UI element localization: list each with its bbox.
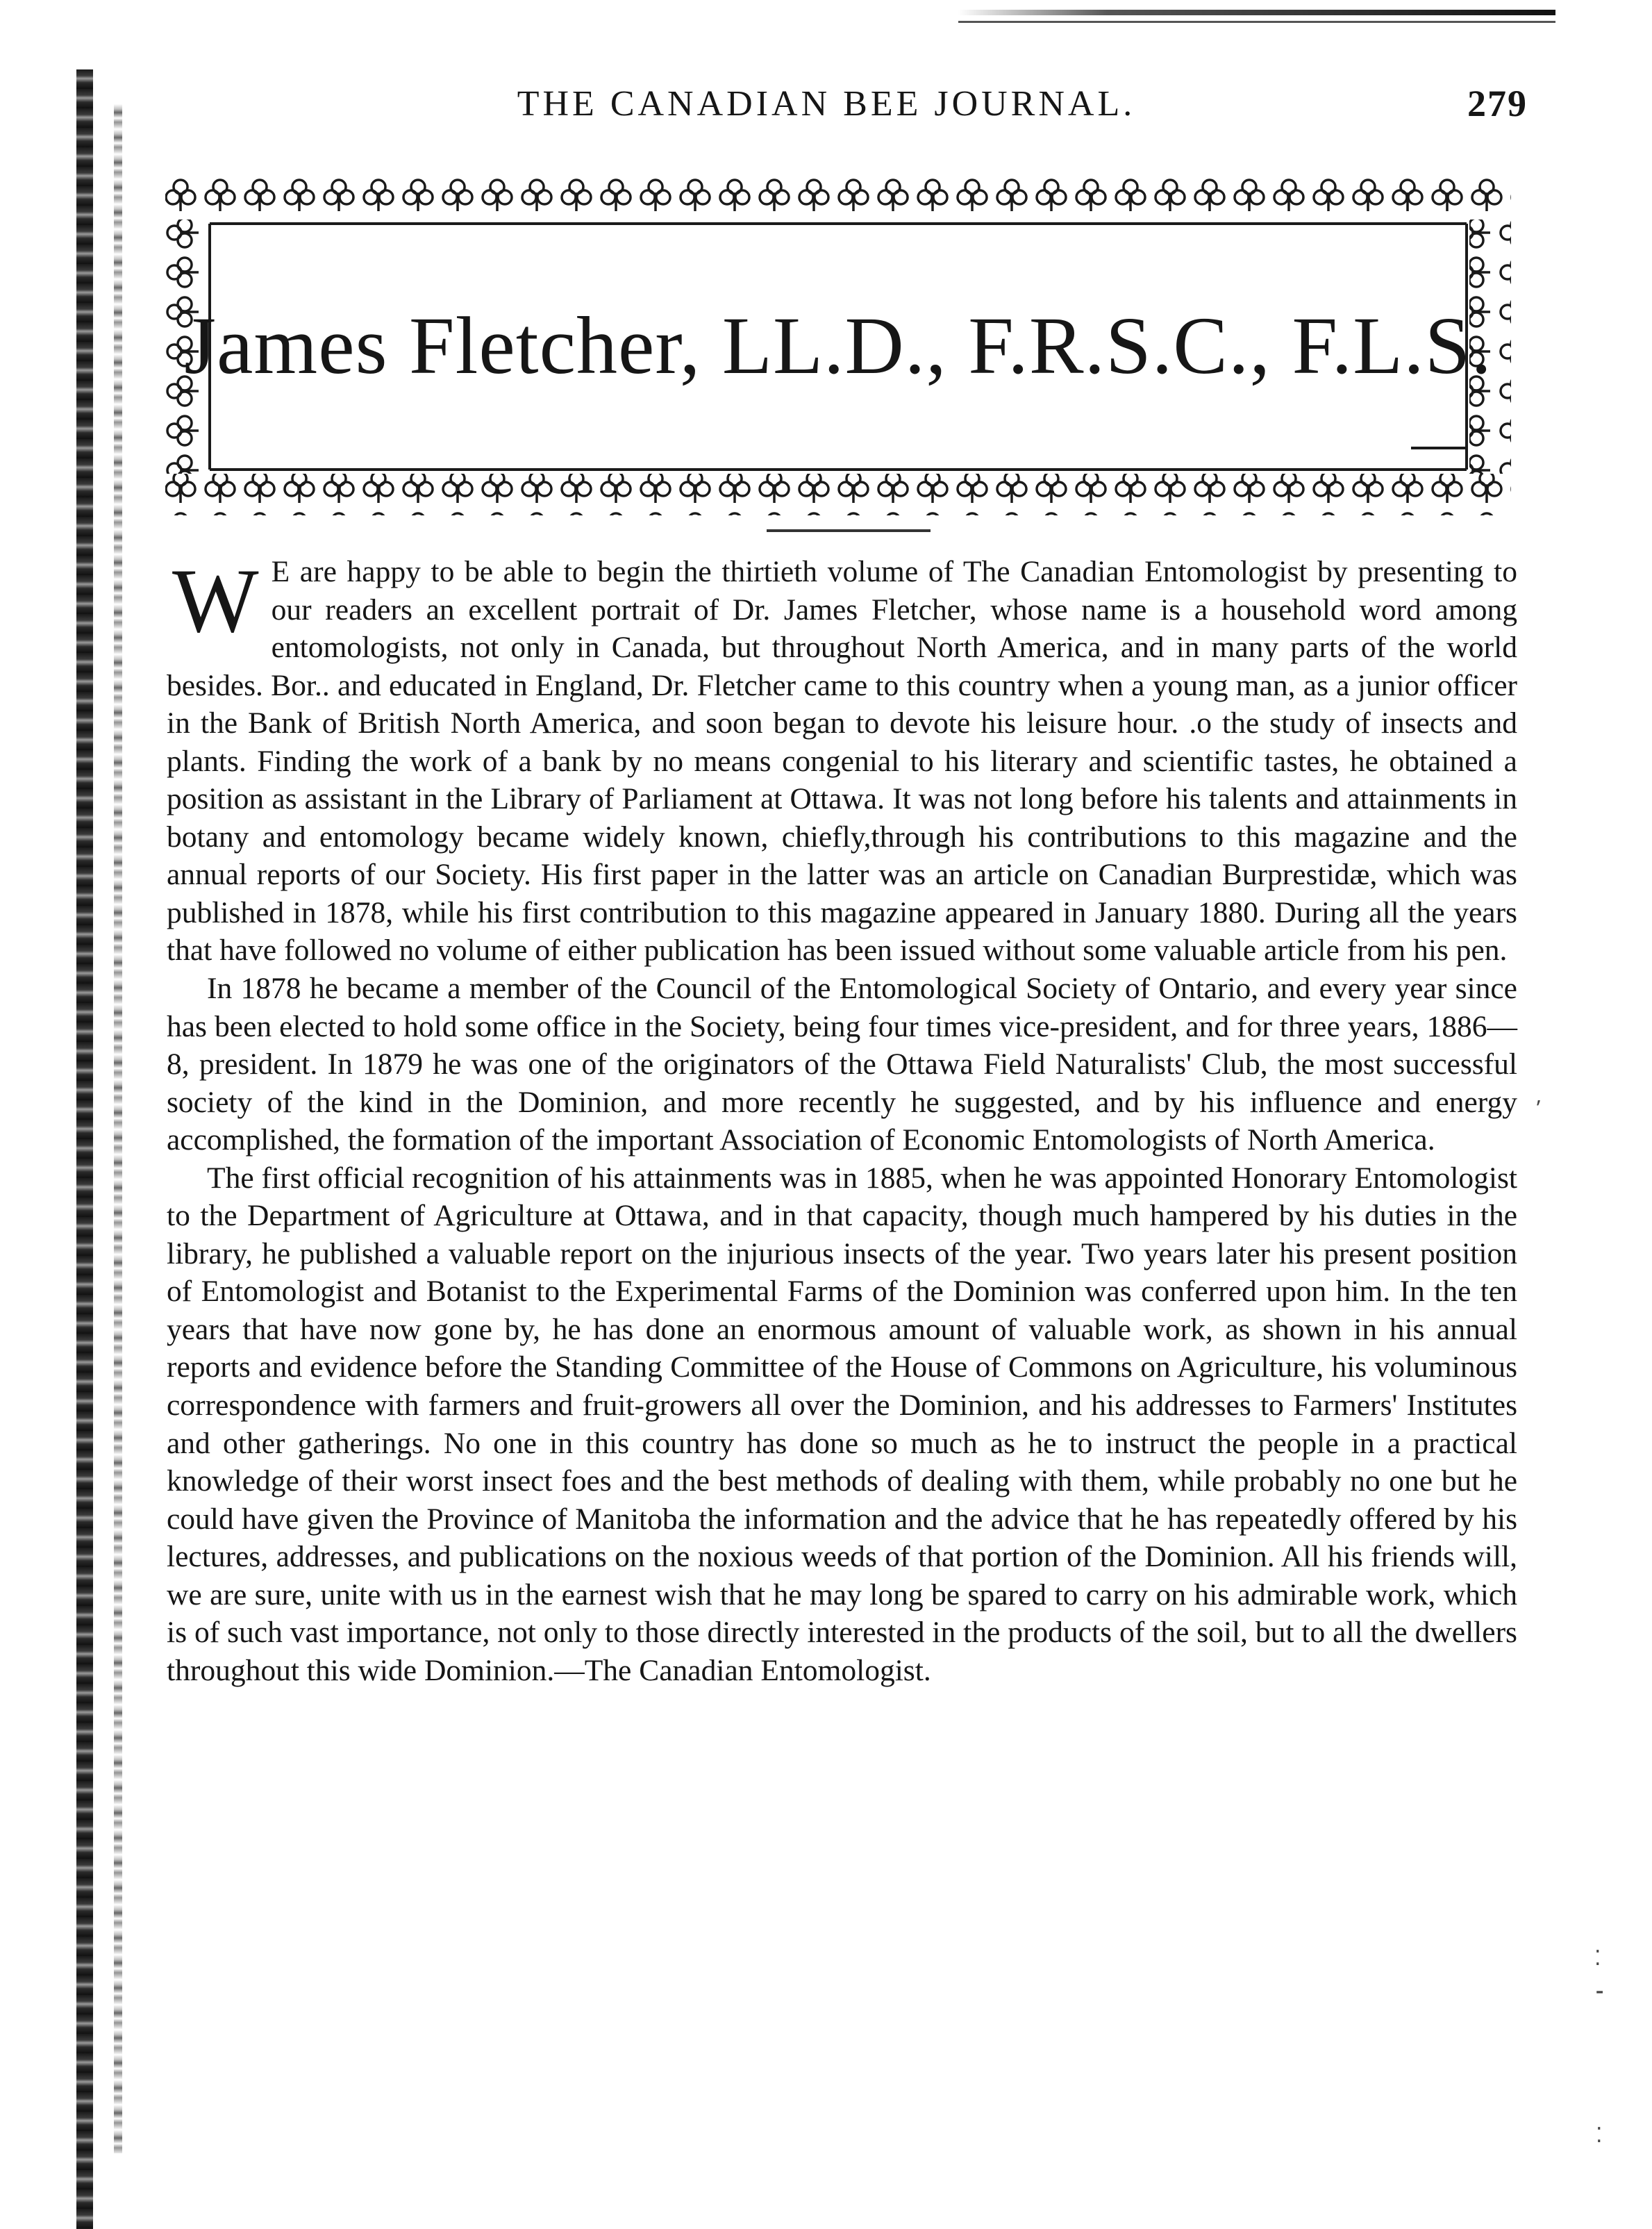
title-frame	[161, 174, 1515, 521]
margin-speck: ⁃	[1594, 1982, 1605, 2005]
top-edge-rule	[958, 10, 1555, 15]
margin-speck: ⁚	[1596, 2124, 1603, 2147]
drop-cap: W	[172, 549, 259, 652]
paragraph-text: E are happy to be able to begin the thirtieth volume of The Canadian Entomologist by presenting to our readers an excellent portrait of Dr. James Fletcher, whose name is a household word among entomologists, not only in Canada, but throughout North America, and in many parts of the world besides. Bor.. and educated in England, Dr. Fletcher came to this country when a young man, as a junior officer in the Bank of British North America, and soon began to devote his leisure hour. .o the study of insects and plants. Finding the work of a bank by no means congenial to his literary and scientific tastes, he obtained a position as assistant in the Library of Parliament at Ottawa. It was not long before his talents and attainments in botany and entomology became widely known, chiefly,through his contributions to this magazine and the annual reports of our Society. His first paper in the latter was an article on Canadian Burprestidæ, which was published in 1878, while his first contribution to this magazine appeared in January 1880. During all the years that have followed no volume of either publication has been issued without some valuable article from his pen.	[167, 555, 1517, 968]
article-paragraph: In 1878 he became a member of the Council of the Entomological Society of Ontario, and every year since has been elected to hold some office in the Society, being four times vice-president, and for three years, 1886—8, president. In 1879 he was one of the originators of the Ottawa Field Naturalists' Club, the most successful society of the kind in the Dominion, and more recently he suggested, and by his influence and energy accomplished, the formation of the important Association of Economic Entomologists of North America.	[167, 972, 1517, 1157]
running-head: THE CANADIAN BEE JOURNAL.	[517, 84, 1136, 124]
page-number: 279	[1467, 83, 1528, 124]
top-edge-rule-secondary	[958, 21, 1555, 23]
margin-speck: ⸴	[1536, 1088, 1542, 1111]
binding-shadow	[114, 104, 122, 2153]
title-divider	[767, 529, 931, 532]
article-paragraph	[167, 549, 1517, 970]
margin-speck: ⁚	[1594, 1947, 1601, 1970]
article-body	[167, 549, 1517, 1689]
article-title: James Fletcher, LL.D., F.R.S.C., F.L.S.	[184, 300, 1492, 391]
article-paragraph: The first official recognition of his attainments was in 1885, when he was appointed Honorary Entomologist to the Department of Agriculture at Ottawa, and in that capacity, though much hampered by his duties in the library, he published a valuable report on the injurious insects of the year. Two years later his present position of Entomologist and Botanist to the Experimental Farms of the Dominion was conferred upon him. In the ten years that have now gone by, he has done an enormous amount of valuable work, as shown in his annual reports and evidence before the Standing Committee of the House of Commons on Agriculture, his voluminous correspondence with farmers and fruit-growers all over the Dominion, and his addresses to Farmers' Institutes and other gatherings. No one in this country has done so much as he to instruct the people in a practical knowledge of their worst insect foes and the best methods of dealing with them, while probably no one but he could have given the Province of Manitoba the information and the advice that he has repeatedly offered by his lectures, addresses, and publications on the noxious weeds of that portion of the Dominion. All his friends will, we are sure, unite with us in the earnest wish that he may long be spared to carry on his admirable work, which is of such vast importance, not only to those directly interested in the products of the soil, but to all the dwellers throughout this wide Dominion.—The Canadian Entomologist.	[167, 1161, 1517, 1687]
binding-edge	[76, 69, 93, 2229]
